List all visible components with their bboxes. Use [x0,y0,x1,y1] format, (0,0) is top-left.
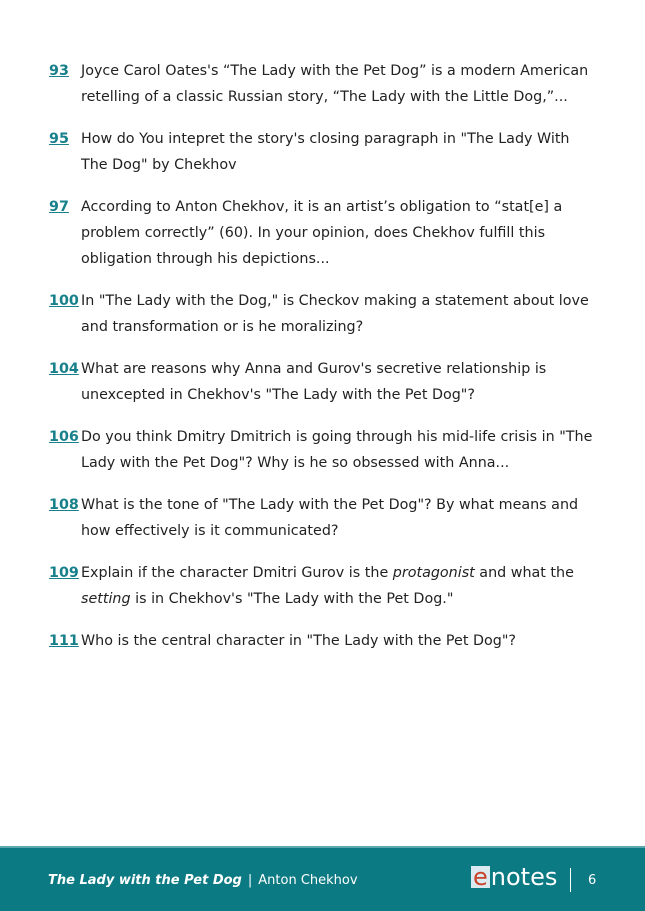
question-link[interactable]: 104 [49,361,79,377]
question-text: What is the tone of "The Lady with the Pet Dog"? By what means and how effectively is it communicated? [81,497,579,539]
question-item [49,356,599,408]
enotes-logo [471,863,558,891]
question-item [49,628,599,654]
question-text: In "The Lady with the Dog," is Checkov making a statement about love and transformation or is he moralizing? [81,293,589,335]
text-segment: Explain if the character Dmitri Gurov is the [81,565,393,581]
question-link[interactable]: 111 [49,633,79,649]
footer-credit [48,873,358,888]
logo-wordmark: notes [490,863,558,891]
page-number: 6 [588,873,597,888]
question-item [49,424,599,476]
question-link[interactable]: 106 [49,429,79,445]
question-link[interactable]: 93 [49,63,69,79]
question-text: Joyce Carol Oates's “The Lady with the Pet Dog” is a modern American retelling of a classic Russian story, “The Lady with the Little Dog,”... [81,63,589,105]
question-text: What are reasons why Anna and Gurov's secretive relationship is unexcepted in Chekhov's "The Lady with the Pet Dog"? [81,361,547,403]
emphasis-protagonist: protagonist [392,565,475,581]
question-text: How do You intepret the story's closing paragraph in "The Lady With The Dog" by Chekhov [81,131,570,173]
page-footer [0,846,645,911]
text-segment: is in Chekhov's "The Lady with the Pet Dog." [130,591,454,607]
question-link[interactable]: 95 [49,131,69,147]
footer-author: Anton Chekhov [258,873,358,888]
question-item [49,58,599,110]
question-text: According to Anton Chekhov, it is an artist’s obligation to “stat[e] a problem correctly” (60). In your opinion, does Chekhov fulfill this obligation through his depictions... [81,199,563,267]
question-link[interactable]: 100 [49,293,79,309]
question-item [49,126,599,178]
question-link[interactable]: 97 [49,199,69,215]
question-text [81,560,599,612]
question-text: Who is the central character in "The Lady with the Pet Dog"? [81,633,516,649]
footer-divider [570,868,571,892]
question-link[interactable]: 108 [49,497,79,513]
logo-e-icon: e [473,863,488,891]
emphasis-setting: setting [81,591,131,607]
footer-separator: | [247,873,253,888]
question-item [49,492,599,544]
question-item [49,560,599,612]
text-segment: and what the [474,565,574,581]
question-link[interactable]: 109 [49,565,79,581]
footer-title: The Lady with the Pet Dog [48,873,242,888]
question-list [49,58,599,670]
question-text: Do you think Dmitry Dmitrich is going through his mid-life crisis in "The Lady with the Pet Dog"? Why is he so obsessed with Anna... [81,429,593,471]
question-item [49,194,599,272]
question-item [49,288,599,340]
